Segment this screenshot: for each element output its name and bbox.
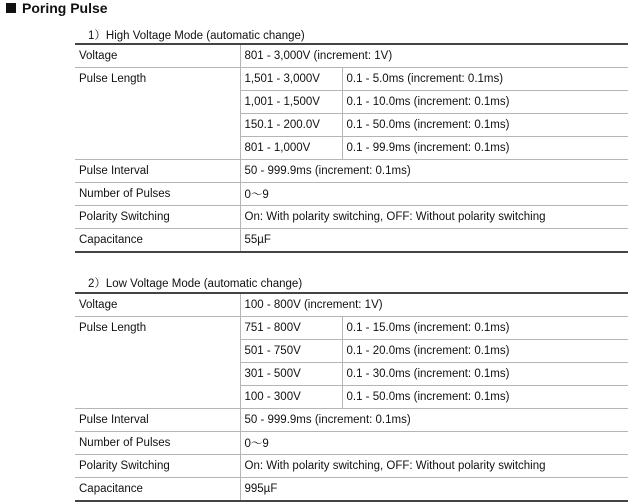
pulse-length-value: 0.1 - 50.0ms (increment: 0.1ms): [342, 386, 628, 409]
pulse-length-value: 0.1 - 5.0ms (increment: 0.1ms): [342, 68, 628, 91]
voltage-range: 801 - 1,000V: [240, 137, 342, 160]
num-pulses-label: Number of Pulses: [75, 183, 240, 206]
low-voltage-caption: 2）Low Voltage Mode (automatic change): [88, 278, 303, 290]
table-row: [75, 432, 628, 455]
capacitance-value: 55µF: [240, 229, 628, 253]
pulse-length-value: 0.1 - 50.0ms (increment: 0.1ms): [342, 114, 628, 137]
section-heading: [6, 0, 108, 16]
pulse-length-label: Pulse Length: [75, 317, 240, 409]
polarity-value: On: With polarity switching, OFF: Without polarity switching: [240, 206, 628, 229]
high-voltage-caption: 1）High Voltage Mode (automatic change): [88, 30, 305, 42]
voltage-value: 801 - 3,000V (increment: 1V): [240, 44, 628, 68]
num-pulses-value: 0〜9: [240, 432, 628, 455]
high-voltage-spec-table: [75, 43, 628, 253]
pulse-length-label: Pulse Length: [75, 68, 240, 160]
table-row: [75, 293, 628, 317]
table-row: [75, 44, 628, 68]
pulse-interval-value: 50 - 999.9ms (increment: 0.1ms): [240, 409, 628, 432]
bullet-square-icon: [6, 3, 16, 13]
voltage-range: 301 - 500V: [240, 363, 342, 386]
low-voltage-spec-table: [75, 292, 628, 502]
polarity-label: Polarity Switching: [75, 206, 240, 229]
pulse-length-value: 0.1 - 99.9ms (increment: 0.1ms): [342, 137, 628, 160]
pulse-interval-label: Pulse Interval: [75, 409, 240, 432]
pulse-length-value: 0.1 - 30.0ms (increment: 0.1ms): [342, 363, 628, 386]
voltage-range: 751 - 800V: [240, 317, 342, 340]
page-title: Poring Pulse: [22, 0, 108, 16]
table-row: [75, 68, 628, 91]
voltage-value: 100 - 800V (increment: 1V): [240, 293, 628, 317]
table-row: [75, 183, 628, 206]
table-row: [75, 317, 628, 340]
table-row: [75, 206, 628, 229]
polarity-value: On: With polarity switching, OFF: Without polarity switching: [240, 455, 628, 478]
pulse-interval-value: 50 - 999.9ms (increment: 0.1ms): [240, 160, 628, 183]
capacitance-label: Capacitance: [75, 478, 240, 502]
pulse-interval-label: Pulse Interval: [75, 160, 240, 183]
table-row: [75, 455, 628, 478]
voltage-range: 501 - 750V: [240, 340, 342, 363]
table-row: [75, 478, 628, 502]
table-row: [75, 160, 628, 183]
voltage-range: 1,001 - 1,500V: [240, 91, 342, 114]
table-row: [75, 229, 628, 253]
pulse-length-value: 0.1 - 10.0ms (increment: 0.1ms): [342, 91, 628, 114]
voltage-range: 100 - 300V: [240, 386, 342, 409]
voltage-range: 1,501 - 3,000V: [240, 68, 342, 91]
voltage-label: Voltage: [75, 44, 240, 68]
num-pulses-label: Number of Pulses: [75, 432, 240, 455]
pulse-length-value: 0.1 - 20.0ms (increment: 0.1ms): [342, 340, 628, 363]
capacitance-label: Capacitance: [75, 229, 240, 253]
voltage-range: 150.1 - 200.0V: [240, 114, 342, 137]
num-pulses-value: 0〜9: [240, 183, 628, 206]
pulse-length-value: 0.1 - 15.0ms (increment: 0.1ms): [342, 317, 628, 340]
capacitance-value: 995µF: [240, 478, 628, 502]
voltage-label: Voltage: [75, 293, 240, 317]
table-row: [75, 409, 628, 432]
polarity-label: Polarity Switching: [75, 455, 240, 478]
